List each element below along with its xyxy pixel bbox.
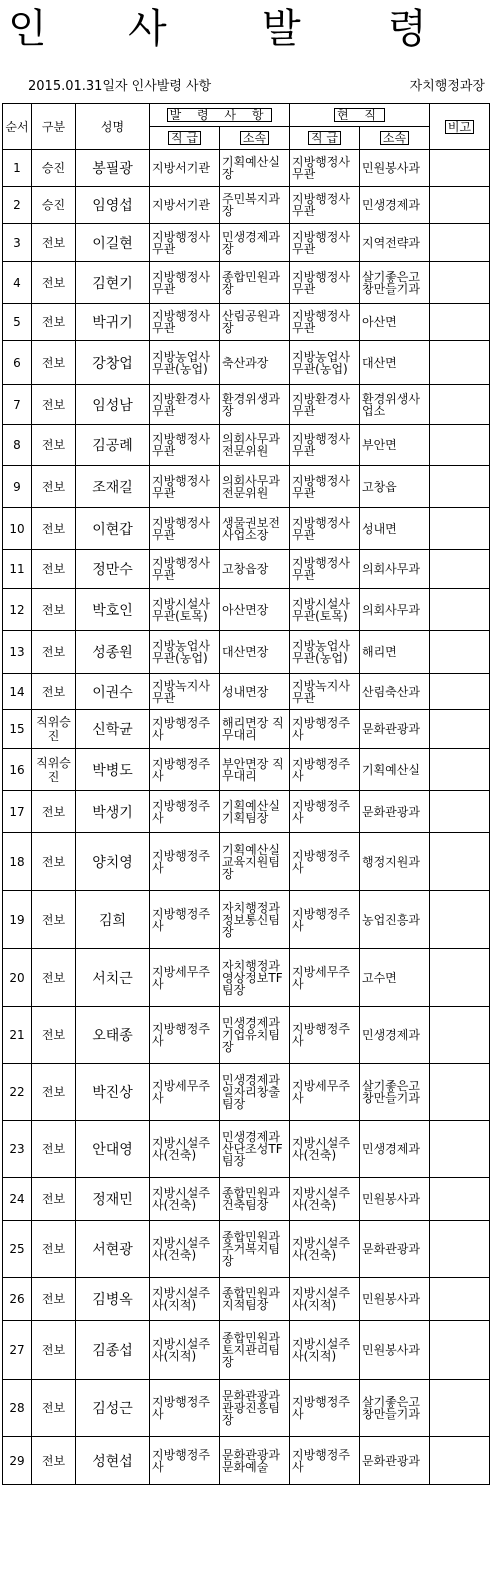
row-new-rank: 지방시설주사(건축) [150,1121,220,1178]
row-name: 성종원 [76,631,150,674]
row-number: 23 [3,1121,32,1178]
row-new-dept: 종합민원과 건축팀장 [220,1178,290,1221]
row-current-rank: 지방농업사무관(농업) [290,341,360,385]
row-number: 25 [3,1221,32,1278]
row-type: 전보 [32,833,76,891]
row-remark [430,949,490,1007]
table-row [3,710,490,749]
table-row [3,425,490,466]
row-new-rank: 지방서기관 [150,150,220,187]
row-name: 박귀기 [76,304,150,341]
row-number: 20 [3,949,32,1007]
row-name: 성현섭 [76,1437,150,1485]
header-new-dept: 소속 [220,127,290,150]
row-new-rank: 지방세무주사 [150,949,220,1007]
header-type: 구분 [32,104,76,150]
row-remark [430,304,490,341]
row-name: 서치근 [76,949,150,1007]
row-new-dept: 민생경제과 산단조성TF팀장 [220,1121,290,1178]
subheader [0,77,499,97]
row-new-rank: 지방농업사무관(농업) [150,631,220,674]
row-remark [430,508,490,550]
row-remark [430,1007,490,1064]
table-row [3,1007,490,1064]
row-name: 정재민 [76,1178,150,1221]
row-type: 전보 [32,1278,76,1321]
row-new-rank: 지방행정주사 [150,833,220,891]
row-remark [430,1278,490,1321]
row-current-rank: 지방행정주사 [290,749,360,791]
row-remark [430,589,490,631]
row-remark [430,224,490,262]
header-cur-rank: 직 급 [290,127,360,150]
row-new-dept: 산림공원과장 [220,304,290,341]
row-type: 전보 [32,949,76,1007]
header-name: 성명 [76,104,150,150]
row-new-dept: 문화관광과 관광진흥팀장 [220,1380,290,1437]
row-type: 전보 [32,1007,76,1064]
header-no: 순서 [3,104,32,150]
row-name: 박진상 [76,1064,150,1121]
row-number: 4 [3,262,32,304]
row-type: 전보 [32,466,76,508]
table-row [3,550,490,589]
row-number: 3 [3,224,32,262]
title-char: 인 [8,6,47,52]
row-current-dept: 환경위생사업소 [360,385,430,425]
row-current-dept: 민원봉사과 [360,1178,430,1221]
row-number: 28 [3,1380,32,1437]
row-type: 전보 [32,425,76,466]
row-new-dept: 자치행정과 영상정보TF팀장 [220,949,290,1007]
row-current-dept: 부안면 [360,425,430,466]
row-new-dept: 해리면장 직무대리 [220,710,290,749]
row-new-dept: 문화관광과 문화예술 [220,1437,290,1485]
table-row [3,674,490,710]
table-row [3,891,490,949]
row-number: 29 [3,1437,32,1485]
row-current-dept: 문화관광과 [360,791,430,833]
table-row [3,1321,490,1380]
row-number: 8 [3,425,32,466]
table-row [3,262,490,304]
row-new-dept: 의회사무과 전문위원 [220,466,290,508]
row-current-dept: 아산면 [360,304,430,341]
row-current-dept: 기획예산실 [360,749,430,791]
row-remark [430,1064,490,1121]
row-new-rank: 지방시설주사(건축) [150,1178,220,1221]
row-new-rank: 지방행정주사 [150,791,220,833]
row-new-dept: 환경위생과장 [220,385,290,425]
table-row [3,341,490,385]
row-new-dept: 기획예산실 기획팀장 [220,791,290,833]
row-remark [430,425,490,466]
row-new-dept: 기획예산실 교육지원팀장 [220,833,290,891]
row-name: 조재길 [76,466,150,508]
row-number: 17 [3,791,32,833]
row-new-rank: 지방행정주사 [150,1007,220,1064]
table-row [3,466,490,508]
row-name: 김현기 [76,262,150,304]
row-type: 전보 [32,550,76,589]
header-cur-dept: 소속 [360,127,430,150]
row-type: 전보 [32,631,76,674]
row-current-rank: 지방시설주사(지적) [290,1278,360,1321]
row-current-rank: 지방행정사무관 [290,224,360,262]
row-type: 전보 [32,1380,76,1437]
row-current-rank: 지방행정주사 [290,891,360,949]
row-name: 박생기 [76,791,150,833]
table-row [3,791,490,833]
row-current-rank: 지방세무주사 [290,1064,360,1121]
row-new-dept: 민생경제과 일자리창출팀장 [220,1064,290,1121]
row-number: 2 [3,187,32,224]
title-char: 발 [262,6,301,52]
row-type: 전보 [32,508,76,550]
table-row [3,1178,490,1221]
row-new-rank: 지방세무주사 [150,1064,220,1121]
row-current-dept: 고창읍 [360,466,430,508]
row-current-rank: 지방환경사무관 [290,385,360,425]
row-new-rank: 지방환경사무관 [150,385,220,425]
row-new-rank: 지방시설주사(건축) [150,1221,220,1278]
row-new-dept: 부안면장 직무대리 [220,749,290,791]
row-current-rank: 지방행정주사 [290,791,360,833]
table-row [3,385,490,425]
row-remark [430,710,490,749]
row-name: 이권수 [76,674,150,710]
row-current-rank: 지방행정주사 [290,1437,360,1485]
row-number: 19 [3,891,32,949]
row-type: 전보 [32,1221,76,1278]
row-type: 전보 [32,891,76,949]
row-remark [430,1380,490,1437]
row-new-rank: 지방행정사무관 [150,508,220,550]
row-type: 전보 [32,1321,76,1380]
row-new-dept: 민생경제과 기업유치팀장 [220,1007,290,1064]
row-current-rank: 지방행정사무관 [290,508,360,550]
row-new-rank: 지방시설주사(지적) [150,1278,220,1321]
row-remark [430,749,490,791]
row-name: 임영섭 [76,187,150,224]
row-new-dept: 생물권보전사업소장 [220,508,290,550]
row-new-rank: 지방행정주사 [150,891,220,949]
row-number: 12 [3,589,32,631]
row-current-rank: 지방행정사무관 [290,466,360,508]
row-remark [430,674,490,710]
row-current-rank: 지방행정사무관 [290,150,360,187]
row-number: 7 [3,385,32,425]
row-number: 13 [3,631,32,674]
row-current-dept: 대산면 [360,341,430,385]
row-number: 1 [3,150,32,187]
row-current-dept: 의회사무과 [360,550,430,589]
row-new-rank: 지방행정사무관 [150,550,220,589]
row-current-dept: 문화관광과 [360,1221,430,1278]
row-type: 직위승진 [32,749,76,791]
row-remark [430,1178,490,1221]
row-current-rank: 지방시설주사(건축) [290,1121,360,1178]
row-name: 안대영 [76,1121,150,1178]
row-remark [430,1321,490,1380]
row-number: 26 [3,1278,32,1321]
row-current-rank: 지방시설사무관(토목) [290,589,360,631]
row-remark [430,262,490,304]
row-current-dept: 민원봉사과 [360,1278,430,1321]
row-new-dept: 의회사무과 전문위원 [220,425,290,466]
row-number: 27 [3,1321,32,1380]
row-type: 승진 [32,150,76,187]
row-remark [430,150,490,187]
row-number: 24 [3,1178,32,1221]
row-new-dept: 민생경제과장 [220,224,290,262]
row-type: 전보 [32,262,76,304]
row-current-dept: 민생경제과 [360,1121,430,1178]
row-type: 전보 [32,304,76,341]
personnel-order-table [2,103,490,1485]
row-type: 전보 [32,1178,76,1221]
row-name: 강창업 [76,341,150,385]
row-current-rank: 지방행정주사 [290,1007,360,1064]
row-name: 오태종 [76,1007,150,1064]
row-number: 11 [3,550,32,589]
row-current-dept: 문화관광과 [360,1437,430,1485]
row-name: 서현광 [76,1221,150,1278]
table-row [3,631,490,674]
row-remark [430,1437,490,1485]
row-remark [430,341,490,385]
order-date: 2015.01.31일자 인사발령 사항 [28,79,212,94]
table-row [3,224,490,262]
row-remark [430,385,490,425]
row-name: 이현갑 [76,508,150,550]
row-number: 6 [3,341,32,385]
title-char: 령 [388,6,427,52]
row-current-rank: 지방시설주사(지적) [290,1321,360,1380]
row-number: 18 [3,833,32,891]
row-new-rank: 지방서기관 [150,187,220,224]
row-name: 김공례 [76,425,150,466]
row-current-dept: 산림축산과 [360,674,430,710]
row-current-dept: 민생경제과 [360,187,430,224]
row-new-rank: 지방행정주사 [150,1437,220,1485]
row-type: 전보 [32,224,76,262]
row-name: 김희 [76,891,150,949]
row-new-rank: 지방행정사무관 [150,466,220,508]
row-type: 승진 [32,187,76,224]
row-new-dept: 기획예산실장 [220,150,290,187]
header-order: 발 령 사 항 [150,104,290,127]
row-name: 김성근 [76,1380,150,1437]
table-row [3,1064,490,1121]
table-row [3,1278,490,1321]
row-current-rank: 지방행정사무관 [290,425,360,466]
row-current-rank: 지방세무주사 [290,949,360,1007]
row-type: 전보 [32,589,76,631]
table-row [3,589,490,631]
row-name: 박병도 [76,749,150,791]
row-current-dept: 살기좋은고창만들기과 [360,1380,430,1437]
table-row [3,1437,490,1485]
row-number: 10 [3,508,32,550]
row-new-rank: 지방행정사무관 [150,425,220,466]
row-type: 전보 [32,791,76,833]
row-new-dept: 주민복지과장 [220,187,290,224]
row-current-dept: 살기좋은고창만들기과 [360,262,430,304]
row-remark [430,833,490,891]
row-name: 임성남 [76,385,150,425]
row-number: 9 [3,466,32,508]
row-current-rank: 지방농업사무관(농업) [290,631,360,674]
row-current-dept: 민원봉사과 [360,150,430,187]
page-title [0,4,499,54]
row-new-dept: 종합민원과 지적팀장 [220,1278,290,1321]
row-new-dept: 축산과장 [220,341,290,385]
table-row [3,749,490,791]
row-remark [430,466,490,508]
row-new-rank: 지방행정사무관 [150,262,220,304]
row-new-rank: 지방행정주사 [150,710,220,749]
row-current-rank: 지방시설주사(건축) [290,1178,360,1221]
table-row [3,187,490,224]
table-row [3,1380,490,1437]
row-new-rank: 지방행정사무관 [150,304,220,341]
title-char: 사 [128,6,167,52]
row-new-dept: 종합민원과 토지관리팀장 [220,1321,290,1380]
row-new-dept: 대산면장 [220,631,290,674]
row-type: 전보 [32,674,76,710]
row-number: 15 [3,710,32,749]
row-current-dept: 고수면 [360,949,430,1007]
row-current-dept: 문화관광과 [360,710,430,749]
row-current-dept: 민원봉사과 [360,1321,430,1380]
table-row [3,150,490,187]
row-current-dept: 해리면 [360,631,430,674]
row-new-dept: 자치행정과 정보통신팀장 [220,891,290,949]
row-number: 21 [3,1007,32,1064]
row-type: 전보 [32,1064,76,1121]
table-row [3,833,490,891]
header-current: 현 직 [290,104,430,127]
row-new-rank: 지방행정사무관 [150,224,220,262]
row-current-dept: 지역전략과 [360,224,430,262]
row-type: 전보 [32,385,76,425]
row-current-rank: 지방행정주사 [290,710,360,749]
header-remark: 비고 [430,104,490,150]
row-current-rank: 지방행정사무관 [290,304,360,341]
table-row [3,1221,490,1278]
header-new-rank: 직 급 [150,127,220,150]
row-new-rank: 지방시설주사(지적) [150,1321,220,1380]
row-current-dept: 민생경제과 [360,1007,430,1064]
row-name: 이길현 [76,224,150,262]
row-remark [430,631,490,674]
row-new-rank: 지방시설사무관(토목) [150,589,220,631]
row-remark [430,187,490,224]
row-new-dept: 종합민원과장 [220,262,290,304]
row-new-dept: 아산면장 [220,589,290,631]
row-type: 전보 [32,341,76,385]
row-remark [430,550,490,589]
row-number: 16 [3,749,32,791]
row-current-rank: 지방행정사무관 [290,262,360,304]
row-name: 정만수 [76,550,150,589]
row-remark [430,891,490,949]
row-remark [430,791,490,833]
row-current-dept: 농업진흥과 [360,891,430,949]
row-current-rank: 지방행정주사 [290,1380,360,1437]
row-new-dept: 종합민원과 주거복지팀장 [220,1221,290,1278]
row-number: 22 [3,1064,32,1121]
row-type: 전보 [32,1121,76,1178]
issuing-department: 자치행정과장 [409,79,485,94]
row-name: 봉필광 [76,150,150,187]
row-new-rank: 지방농업사무관(농업) [150,341,220,385]
row-remark [430,1121,490,1178]
row-type: 전보 [32,1437,76,1485]
row-type: 직위승진 [32,710,76,749]
row-current-dept: 살기좋은고창만들기과 [360,1064,430,1121]
row-name: 양치영 [76,833,150,891]
row-current-rank: 지방행정사무관 [290,187,360,224]
row-new-dept: 성내면장 [220,674,290,710]
table-row [3,508,490,550]
row-new-rank: 지방행정주사 [150,1380,220,1437]
table-row [3,1121,490,1178]
row-number: 5 [3,304,32,341]
row-current-rank: 지방행정주사 [290,833,360,891]
table-row [3,304,490,341]
row-new-rank: 지방녹지사무관 [150,674,220,710]
row-current-rank: 지방시설주사(건축) [290,1221,360,1278]
row-name: 김종섭 [76,1321,150,1380]
row-current-dept: 성내면 [360,508,430,550]
row-name: 신학균 [76,710,150,749]
row-current-rank: 지방녹지사무관 [290,674,360,710]
row-new-rank: 지방행정주사 [150,749,220,791]
row-name: 박호인 [76,589,150,631]
row-remark [430,1221,490,1278]
row-number: 14 [3,674,32,710]
row-name: 김병옥 [76,1278,150,1321]
table-row [3,949,490,1007]
row-current-dept: 행정지원과 [360,833,430,891]
row-current-rank: 지방행정사무관 [290,550,360,589]
row-current-dept: 의회사무과 [360,589,430,631]
row-new-dept: 고창읍장 [220,550,290,589]
